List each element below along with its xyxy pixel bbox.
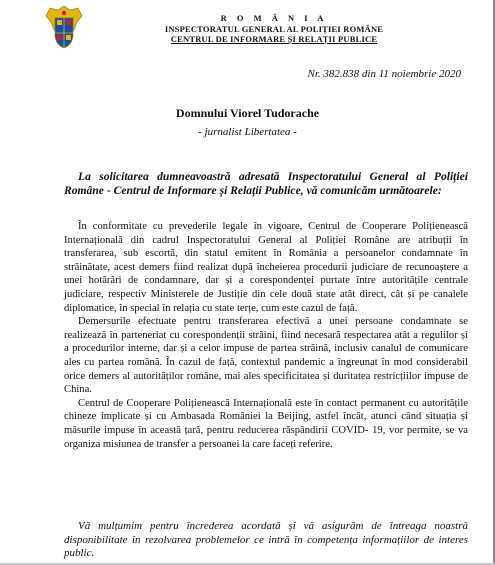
addressee-name: Domnului Viorel Tudorache — [175, 106, 320, 120]
addressee-role: - jurnalist Libertatea - — [198, 126, 297, 138]
body-paragraph: Demersurile efectuate pentru transferarea efectivă a unei persoane condamnate se realizează în parteneriat cu corespondenții străini, fiind necesară respectarea atât a regulilor și a procedurilor interne, dar și a celor impuse de partea străină, inclusiv canalul de comunicare ales cu partea română. În cazul de față, contextul pandemic a îngreunat în mod considerabil orice demers al autorităților române, mai ales specificitatea și duritatea restricțiilor impuse de China. — [64, 316, 468, 396]
body-paragraph: Centrul de Cooperare Polițienească Internațională este în contact permanent cu autoritățile chineze implicate și cu Ambasada României la Beijing, astfel încât, atunci când situația și măsurile impuse în această țară, pentru reducerea răspândirii COVID- 19, vor permite, se va organiza misiunea de transfer a persoanei la care faceți referire. — [64, 397, 468, 450]
letterhead-country: R O M Â N I A — [220, 13, 328, 23]
letterhead — [124, 13, 424, 45]
letter-body — [64, 220, 468, 451]
body-paragraph: În conformitate cu prevederile legale în vigoare, Centrul de Cooperare Polițienească Internațională din cadrul Inspectoratului General al Poliției Române are atribuții în transferarea, sub escortă, din statul emitent în România a persoanelor condamnate în străinătate, acest demers fiind realizat după încheierea procedurii judiciare de recunoaștere a unei hotărâri de condamnare, dar și a corespondenței purtate între autoritățile centrale judiciare, respectiv Ministerele de Justiție din cele două state atât direct, cât și pe canalele diplomatice, în special în relația cu state terțe, cum este cazul de față. — [64, 221, 468, 314]
letterhead-institution: INSPECTORATUL GENERAL AL POLIȚIEI ROMÂNE — [164, 23, 384, 34]
letterhead-department: CENTRUL DE INFORMARE ȘI RELAȚII PUBLICE — [170, 34, 378, 44]
reference-number: Nr. 382.838 din 11 noiembrie 2020 — [307, 68, 461, 80]
romanian-coat-of-arms-icon — [44, 4, 84, 50]
intro-paragraph: La solicitarea dumneavoastră adresată Inspectoratului General al Poliției Române - Centrul de Informare și Relații Publice, vă comunicăm următoarele: — [64, 170, 468, 197]
closing-paragraph: Vă mulțumim pentru încrederea acordată și vă asigurăm de întreaga noastră disponibilitate în rezolvarea problemelor ce intră în competența informațiilor de interes public. — [64, 520, 468, 559]
